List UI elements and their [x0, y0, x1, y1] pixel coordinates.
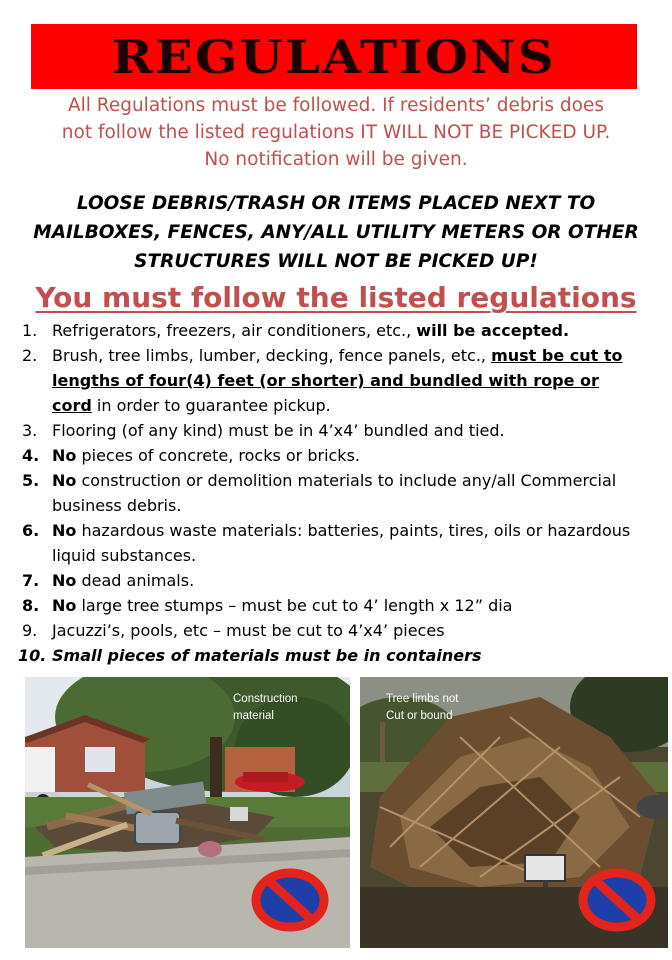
- rule-text: Small pieces of materials must be in containers: [52, 646, 482, 665]
- intro-line-3: No notification will be given.: [204, 149, 468, 170]
- placement-warning: [14, 189, 658, 276]
- rule-item: [22, 518, 642, 568]
- rule-item: [22, 443, 642, 468]
- rule-text-tail: in order to guarantee pickup.: [91, 396, 331, 415]
- rule-lead: No: [52, 571, 77, 590]
- rules-heading: You must follow the listed regulations: [35, 281, 637, 314]
- rule-number: 4.: [22, 446, 40, 465]
- caption-line-1: Tree limbs not: [386, 693, 459, 705]
- rule-number: 7.: [22, 571, 40, 590]
- no-symbol-icon: [247, 863, 333, 937]
- rule-item: [22, 593, 642, 618]
- rule-item: [22, 568, 642, 593]
- rule-number: 8.: [22, 596, 40, 615]
- photo-tree-limbs: [360, 677, 668, 948]
- caption-line-2: Cut or bound: [386, 710, 453, 722]
- rule-item: [18, 643, 642, 668]
- intro-line-2: not follow the listed regulations IT WILL NOT BE PICKED UP.: [61, 122, 611, 143]
- rule-number: 1.: [22, 321, 38, 340]
- rule-text: construction or demolition materials to include any/all Commercial business debris.: [52, 471, 617, 515]
- rule-number: 9.: [22, 621, 38, 640]
- rule-lead: No: [52, 446, 77, 465]
- intro-line-1: All Regulations must be followed. If residents’ debris does: [67, 95, 605, 116]
- rule-text: Refrigerators, freezers, air conditioners, etc.,: [52, 321, 417, 340]
- page-title: REGULATIONS: [111, 29, 557, 84]
- no-symbol-icon: [574, 863, 660, 937]
- intro-notice: [20, 92, 652, 173]
- rules-list: [18, 318, 642, 668]
- rule-number: 2.: [22, 346, 38, 365]
- caption-line-1: Construction: [233, 693, 298, 705]
- rule-text: Flooring (of any kind) must be in 4’x4’ bundled and tied.: [52, 421, 505, 440]
- rule-number: 6.: [22, 521, 40, 540]
- rule-item: [22, 343, 642, 418]
- photo-construction-debris: [25, 677, 350, 948]
- title-banner: [31, 24, 637, 89]
- warning-line-2: MAILBOXES, FENCES, ANY/ALL UTILITY METERS OR OTHER: [33, 222, 639, 243]
- rule-text: Jacuzzi’s, pools, etc – must be cut to 4’x4’ pieces: [52, 621, 445, 640]
- rule-item: [22, 318, 642, 343]
- warning-line-3: STRUCTURES WILL NOT BE PICKED UP!: [134, 251, 538, 272]
- rule-number: 5.: [22, 471, 40, 490]
- photo-caption-left: [233, 691, 298, 725]
- rule-number: 10.: [18, 646, 47, 665]
- rule-lead: No: [52, 596, 77, 615]
- photo-caption-right: [386, 691, 458, 725]
- rule-item: [22, 618, 642, 643]
- rule-text: large tree stumps – must be cut to 4’ length x 12” dia: [76, 596, 513, 615]
- rule-emphasis: must be cut to lengths of four(4) feet (or shorter) and bundled with rope or cord: [52, 346, 623, 415]
- rule-text: pieces of concrete, rocks or bricks.: [76, 446, 360, 465]
- rule-item: [22, 418, 642, 443]
- rule-text: dead animals.: [76, 571, 195, 590]
- rule-lead: No: [52, 521, 77, 540]
- rule-lead: No: [52, 471, 77, 490]
- rule-emphasis: will be accepted.: [416, 321, 570, 340]
- rule-text: hazardous waste materials: batteries, paints, tires, oils or hazardous liquid substances.: [52, 521, 631, 565]
- rule-number: 3.: [22, 421, 38, 440]
- warning-line-1: LOOSE DEBRIS/TRASH OR ITEMS PLACED NEXT TO: [76, 193, 596, 214]
- caption-line-2: material: [233, 710, 274, 722]
- rule-text: Brush, tree limbs, lumber, decking, fence panels, etc.,: [52, 346, 492, 365]
- rule-item: [22, 468, 642, 518]
